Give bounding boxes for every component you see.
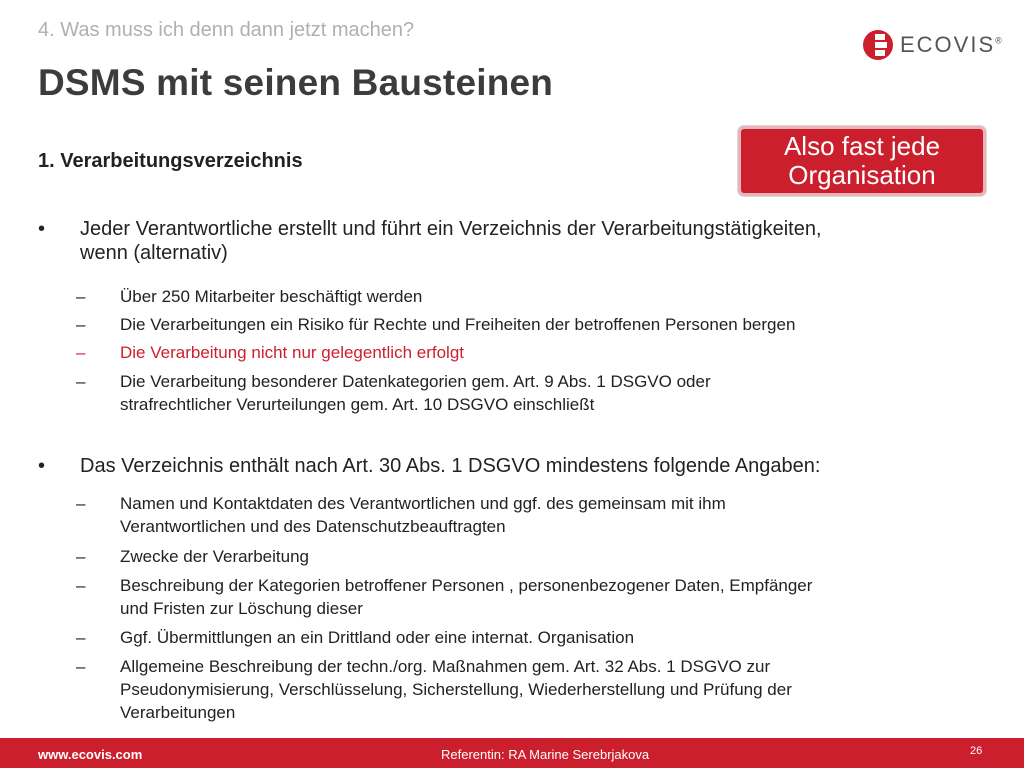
dash-marker: – [76, 287, 86, 306]
dash-marker: – [76, 576, 86, 595]
list-item-text: Die Verarbeitungen ein Risiko für Rechte und Freiheiten der betroffenen Personen bergen [120, 315, 796, 334]
dash-marker: – [76, 372, 86, 391]
bullet-marker: • [38, 455, 46, 477]
list-item-text: Zwecke der Verarbeitung [120, 547, 309, 566]
ecovis-wordmark: ECOVIS® [900, 32, 1002, 57]
section-kicker: 4. Was muss ich denn dann jetzt machen? [38, 19, 415, 41]
list-item-text: Die Verarbeitung nicht nur gelegentlich erfolgt [120, 343, 464, 362]
footer-website-link[interactable]: www.ecovis.com [38, 747, 143, 762]
list-item-text: Die Verarbeitung besonderer Datenkategorien gem. Art. 9 Abs. 1 DSGVO oder strafrechtlicher Verurteilungen gem. Art. 10 DSGVO einschließt [120, 372, 711, 414]
bullet-text: Jeder Verantwortliche erstellt und führt ein Verzeichnis der Verarbeitungstätigkeiten, wenn (alternativ) [80, 218, 822, 264]
list-item-text: Allgemeine Beschreibung der techn./org. Maßnahmen gem. Art. 32 Abs. 1 DSGVO zur Pseudonymisierung, Verschlüsselung, Sicherstellung, Wiederherstellung und Prüfung der Verarbeitungen [120, 657, 792, 722]
ecovis-logo [862, 29, 1002, 61]
bullet-text: Das Verzeichnis enthält nach Art. 30 Abs. 1 DSGVO mindestens folgende Angaben: [80, 455, 821, 477]
dash-marker: – [76, 657, 86, 676]
callout-box [738, 126, 986, 196]
list-item-text: Beschreibung der Kategorien betroffener Personen , personenbezogener Daten, Empfänger und Fristen zur Löschung dieser [120, 576, 813, 618]
list-item-text: Ggf. Übermittlungen an ein Drittland oder eine internat. Organisation [120, 628, 635, 647]
dash-marker: – [76, 343, 86, 362]
dash-marker: – [76, 628, 86, 647]
footer-bar [0, 738, 1024, 768]
dash-marker: – [76, 315, 86, 334]
callout-line-2: Organisation [788, 160, 936, 190]
callout-line-1: Also fast jede [783, 131, 941, 161]
footer-presenter: Referentin: RA Marine Serebrjakova [441, 747, 650, 762]
dash-marker: – [76, 547, 86, 566]
list-item-text: Über 250 Mitarbeiter beschäftigt werden [120, 287, 423, 306]
page-number: 26 [970, 745, 983, 757]
list-item-text: Namen und Kontaktdaten des Verantwortlichen und ggf. des gemeinsam mit ihm Verantwortlichen und des Datenschutzbeauftragten [120, 494, 726, 536]
section-heading: 1. Verarbeitungsverzeichnis [38, 150, 303, 172]
ecovis-logo-icon [862, 29, 894, 61]
page-title: DSMS mit seinen Bausteinen [38, 62, 554, 103]
dash-marker: – [76, 494, 86, 513]
bullet-marker: • [38, 218, 46, 240]
